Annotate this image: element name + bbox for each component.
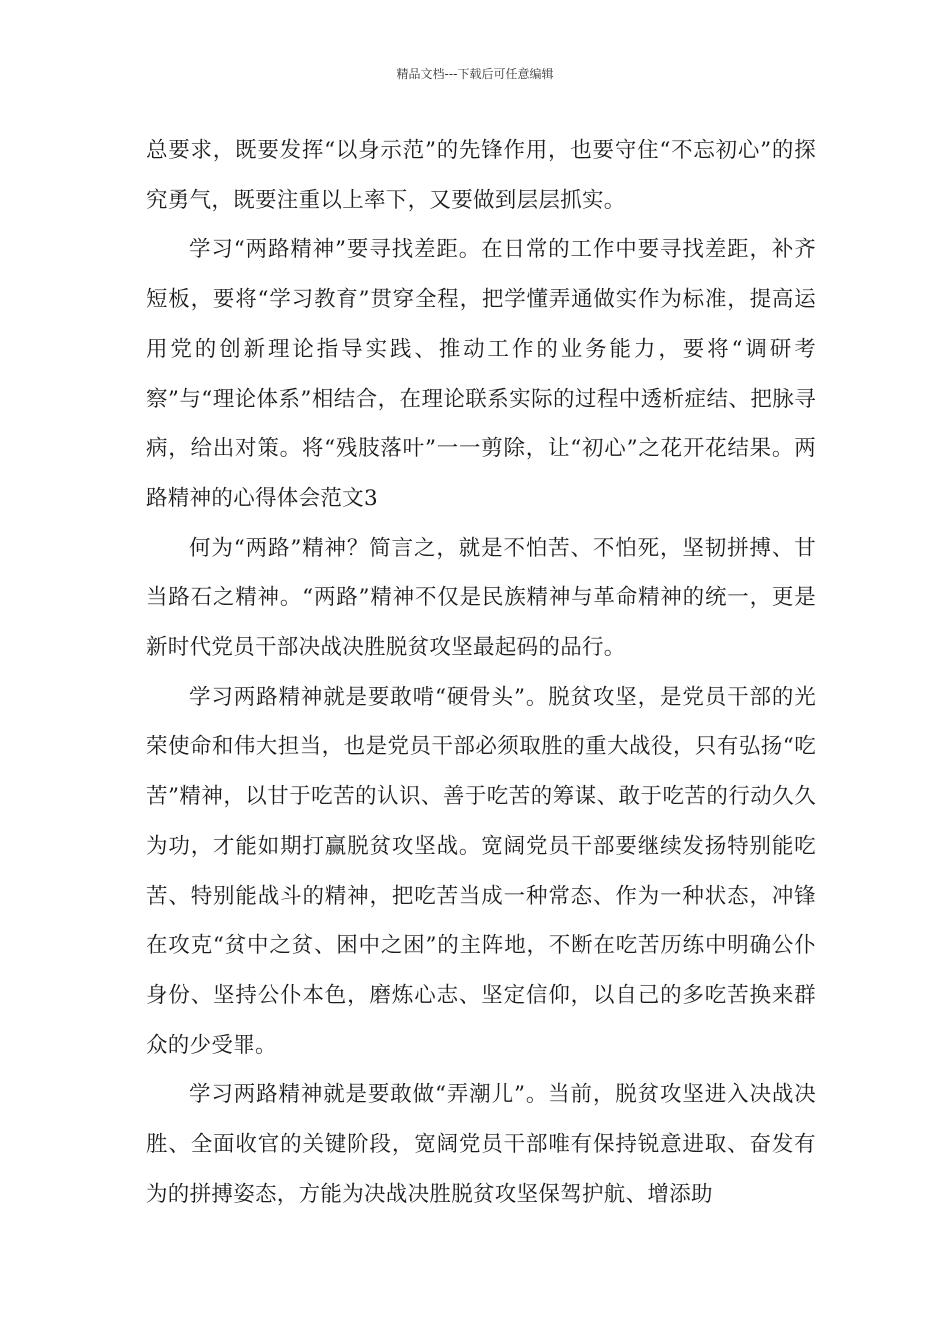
paragraph-4: 学习两路精神就是要敢啃“硬骨头”。脱贫攻坚，是党员干部的光荣使命和伟大担当，也是党员干部必须取胜的重大战役，只有弘扬“吃苦”精神，以甘于吃苦的认识、善于吃苦的筹谋、敢于吃苦的行动久久为功，才能如期打赢脱贫攻坚战。宽阔党员干部要继续发扬特别能吃苦、特别能战斗的精神，把吃苦当成一种常态、作为一种状态，冲锋在攻克“贫中之贫、困中之困”的主阵地，不断在吃苦历练中明确公仆身份、坚持公仆本色，磨炼心志、坚定信仰，以自己的多吃苦换来群众的少受罪。 bbox=[146, 684, 816, 1058]
paragraph-2: 学习“两路精神”要寻找差距。在日常的工作中要寻找差距，补齐短板，要将“学习教育”贯穿全程，把学懂弄通做实作为标准，提高运用党的创新理论指导实践、推动工作的业务能力，要将“调研考察”与“理论体系”相结合，在理论联系实际的过程中透析症结、把脉寻病，给出对策。将“残肢落叶”一一剪除，让“初心”之花开花结果。两路精神的心得体会范文3 bbox=[146, 237, 816, 511]
paragraph-1: 总要求，既要发挥“以身示范”的先锋作用，也要守住“不忘初心”的探究勇气，既要注重以上率下，又要做到层层抓实。 bbox=[146, 138, 816, 213]
document-body bbox=[146, 126, 816, 1219]
page-header: 精品文档---下载后可任意编辑 bbox=[396, 67, 554, 81]
paragraph-5: 学习两路精神就是要敢做“弄潮儿”。当前，脱贫攻坚进入决战决胜、全面收官的关键阶段，宽阔党员干部唯有保持锐意进取、奋发有为的拼搏姿态，方能为决战决胜脱贫攻坚保驾护航、增添助 bbox=[146, 1082, 816, 1207]
paragraph-3: 何为“两路”精神？简言之，就是不怕苦、不怕死，坚韧拼搏、甘当路石之精神。“两路”精神不仅是民族精神与革命精神的统一，更是新时代党员干部决战决胜脱贫攻坚最起码的品行。 bbox=[146, 535, 816, 661]
